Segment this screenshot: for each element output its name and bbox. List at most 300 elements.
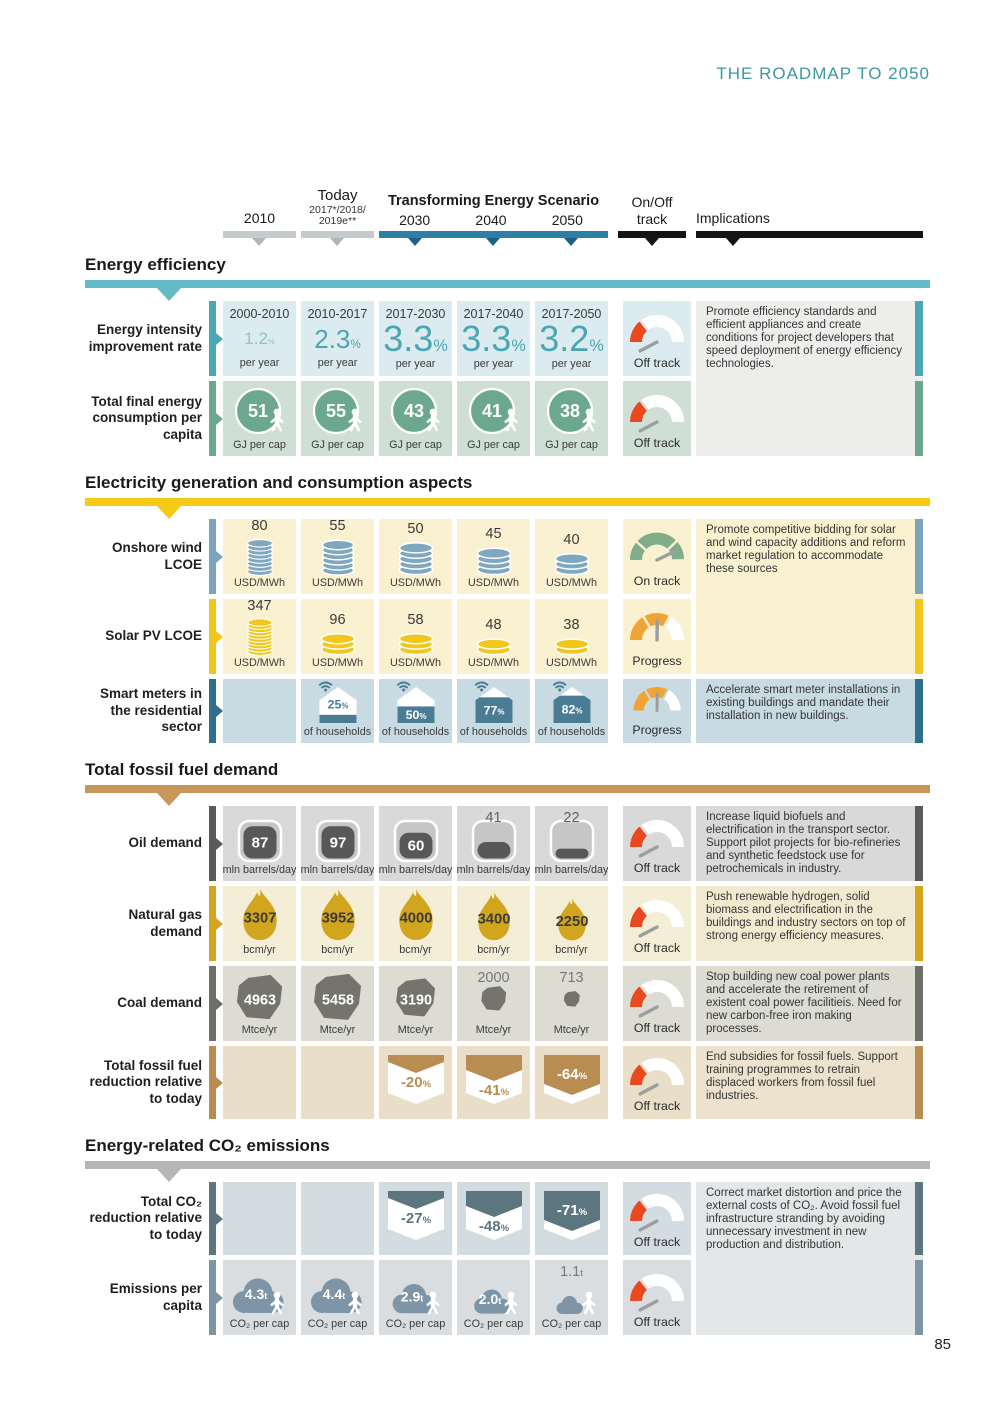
col-header-scenario — [379, 193, 608, 228]
cell-unit: USD/MWh — [468, 657, 519, 669]
year-2040: 2040 — [475, 212, 507, 228]
cell-fossil-reduction-0 — [223, 1046, 296, 1119]
cell-fossil-reduction-3 — [457, 1046, 530, 1119]
cell-natural-gas-demand-2 — [379, 886, 452, 961]
marker-triangle — [645, 238, 659, 246]
cell-period: 2010-2017 — [307, 307, 368, 321]
cell-co2-reduction-4 — [535, 1182, 608, 1255]
marker-triangle — [564, 238, 578, 246]
implication-note — [696, 806, 923, 881]
gauge-needle — [640, 1085, 657, 1094]
row-pointer — [207, 1182, 223, 1255]
svg-text:2.0t: 2.0t — [478, 1290, 501, 1307]
cell-natural-gas-demand-0 — [223, 886, 296, 961]
row-label: Oil demand — [128, 835, 202, 851]
cell-fossil-reduction-4 — [535, 1046, 608, 1119]
cell-unit: Mtce/yr — [241, 1024, 278, 1036]
rate-value: 3.3% — [383, 318, 448, 359]
svg-text:4000: 4000 — [399, 910, 432, 927]
section-3 — [85, 1136, 930, 1335]
cell-natural-gas-demand-1 — [301, 886, 374, 961]
cell-emissions-per-capita-4 — [535, 1260, 608, 1335]
year-2050: 2050 — [551, 212, 583, 228]
section-grid — [85, 301, 930, 456]
coin-value: 58 — [407, 611, 424, 628]
cell-unit: Mtce/yr — [475, 1024, 512, 1036]
timeline-bar-today — [301, 231, 374, 238]
col-header-implications: Implications — [696, 210, 770, 226]
section-title: Electricity generation and consumption aspects — [85, 473, 473, 492]
cell-coal-demand-0 — [223, 966, 296, 1041]
svg-text:2250: 2250 — [555, 913, 588, 930]
gauge-label: Progress — [632, 654, 682, 668]
coin-stack-icon — [550, 549, 594, 576]
row-pointer — [207, 381, 223, 456]
cell-onshore-wind-lcoe-0 — [223, 519, 296, 594]
oil-barrel-icon — [237, 819, 283, 863]
svg-text:-27%: -27% — [400, 1210, 431, 1227]
cell-energy-intensity-2 — [379, 301, 452, 376]
cell-oil-demand-4 — [535, 806, 608, 881]
svg-text:-64%: -64% — [556, 1066, 587, 1083]
implication-edge-bar — [915, 806, 923, 881]
gauge-progress — [623, 599, 691, 674]
cell-unit: per year — [239, 357, 280, 369]
gauge-label: Off track — [633, 356, 681, 370]
coin-stack-icon — [316, 629, 360, 656]
svg-text:60: 60 — [407, 837, 424, 855]
section-title: Total fossil fuel demand — [85, 760, 279, 779]
svg-text:77%: 77% — [483, 703, 504, 718]
oil-barrel-icon — [315, 819, 361, 863]
cell-emissions-per-capita-2 — [379, 1260, 452, 1335]
coin-stack-icon — [238, 616, 282, 657]
section-title: Energy efficiency — [85, 255, 226, 274]
cell-unit: USD/MWh — [390, 657, 441, 669]
cell-unit: CO₂ per cap — [307, 1318, 368, 1330]
person-circle-icon — [311, 386, 365, 438]
cell-unit: CO₂ per cap — [541, 1318, 602, 1330]
cell-emissions-per-capita-0 — [223, 1260, 296, 1335]
cell-unit: Mtce/yr — [553, 1024, 590, 1036]
section-underline — [85, 785, 930, 793]
cell-unit: GJ per cap — [233, 439, 286, 451]
cell-oil-demand-0 — [223, 806, 296, 881]
cell-solar-pv-lcoe-1 — [301, 599, 374, 674]
coal-value: 713 — [559, 970, 584, 986]
svg-text:-20%: -20% — [400, 1074, 431, 1091]
cell-period: 2000-2010 — [229, 307, 290, 321]
section-grid — [85, 1182, 930, 1335]
coin-stack-icon — [316, 536, 360, 577]
cell-unit: USD/MWh — [390, 577, 441, 589]
gauge-on-icon — [627, 524, 687, 572]
cell-unit: USD/MWh — [312, 657, 363, 669]
coin-value: 40 — [563, 531, 580, 548]
person-icon — [583, 1292, 593, 1313]
gauge-progress-icon — [627, 604, 687, 652]
smart-home-icon — [549, 679, 595, 725]
cell-smart-meters-4 — [535, 679, 608, 743]
today-note-2: 2019e** — [318, 215, 357, 228]
row-label-wrap — [85, 1182, 207, 1255]
reduction-arrow-icon — [543, 1054, 601, 1106]
gauge-needle — [640, 342, 657, 351]
cell-solar-pv-lcoe-4 — [535, 599, 608, 674]
rate-value: 2.3% — [314, 323, 361, 354]
implication-note — [696, 679, 923, 743]
wifi-icon — [397, 683, 409, 688]
gauge-off — [623, 1046, 691, 1119]
cell-co2-reduction-3 — [457, 1182, 530, 1255]
gauge-off-icon — [627, 386, 687, 434]
row-label: Coal demand — [117, 995, 202, 1011]
cell-unit: of households — [303, 726, 372, 738]
gauge-needle — [640, 927, 657, 936]
timeline-bar-scenario — [379, 231, 608, 238]
cell-energy-intensity-4 — [535, 301, 608, 376]
coin-stack-icon — [472, 634, 516, 656]
row-label: Solar PV LCOE — [105, 628, 202, 644]
cell-solar-pv-lcoe-3 — [457, 599, 530, 674]
marker-triangle — [726, 238, 740, 246]
barrel-value: 22 — [563, 810, 580, 826]
cell-natural-gas-demand-4 — [535, 886, 608, 961]
gauge-needle — [640, 1301, 657, 1310]
reduction-arrow-icon — [465, 1054, 523, 1106]
marker-triangle — [408, 238, 422, 246]
gas-flame-icon — [468, 886, 520, 943]
gauge-needle — [640, 847, 657, 856]
cell-smart-meters-1 — [301, 679, 374, 743]
rate-value: 3.3% — [461, 318, 526, 359]
reduction-arrow-icon — [387, 1054, 445, 1106]
cell-unit: USD/MWh — [234, 577, 285, 589]
gauge-off — [623, 966, 691, 1041]
cell-unit: CO₂ per cap — [385, 1318, 446, 1330]
cell-unit: of households — [381, 726, 450, 738]
row-label-wrap — [85, 806, 207, 881]
cell-period: 2017-2030 — [385, 307, 446, 321]
svg-text:38: 38 — [559, 401, 580, 421]
svg-text:5458: 5458 — [321, 992, 354, 1009]
cell-unit: per year — [551, 358, 592, 370]
cell-smart-meters-3 — [457, 679, 530, 743]
svg-text:-41%: -41% — [478, 1082, 509, 1099]
co2-cloud-icon — [305, 1269, 371, 1317]
svg-text:-71%: -71% — [556, 1202, 587, 1219]
implication-edge-bar — [915, 1260, 923, 1335]
cell-unit: bcm/yr — [477, 944, 510, 956]
cell-onshore-wind-lcoe-2 — [379, 519, 452, 594]
gauge-needle — [640, 1221, 657, 1230]
svg-text:82%: 82% — [561, 702, 582, 717]
implication-text: Stop building new coal power plants and accelerate the retirement of existent coal power facilitieis. Need for new carbon-free iron making processes. — [706, 971, 902, 1035]
implication-text: End subsidies for fossil fuels. Support training programmes to retrain displaced workers from fossil fuel industries. — [706, 1051, 898, 1102]
cell-solar-pv-lcoe-0 — [223, 599, 296, 674]
cell-coal-demand-4 — [535, 966, 608, 1041]
wifi-icon — [475, 683, 487, 688]
row-label-wrap — [85, 1046, 207, 1119]
section-0 — [85, 255, 930, 456]
gauge-off-icon — [627, 306, 687, 354]
cell-onshore-wind-lcoe-4 — [535, 519, 608, 594]
gauge-off — [623, 886, 691, 961]
marker-triangle — [486, 238, 500, 246]
cell-unit: GJ per cap — [389, 439, 442, 451]
reduction-arrow-icon — [543, 1190, 601, 1242]
gauge-label: Off track — [633, 436, 681, 450]
gauge-needle — [640, 422, 657, 431]
section-grid — [85, 806, 930, 1119]
cell-final-energy-per-capita-0 — [223, 381, 296, 456]
row-label-wrap — [85, 301, 207, 376]
coal-value: 2000 — [477, 970, 510, 986]
cell-natural-gas-demand-3 — [457, 886, 530, 961]
coin-value: 45 — [485, 525, 502, 542]
gauge-label: Progress — [632, 723, 682, 737]
cell-unit: bcm/yr — [555, 944, 588, 956]
row-pointer — [207, 519, 223, 594]
svg-text:51: 51 — [247, 401, 268, 421]
oil-barrel-icon — [393, 819, 439, 863]
sections-container — [85, 255, 930, 1335]
cell-onshore-wind-lcoe-3 — [457, 519, 530, 594]
cell-unit: per year — [317, 357, 358, 369]
coal-lump-icon — [232, 973, 288, 1023]
implication-note — [696, 301, 923, 456]
cell-unit: per year — [473, 358, 514, 370]
column-header — [85, 168, 930, 238]
row-label: Energy intensity improvement rate — [88, 322, 202, 354]
marker-triangle — [157, 506, 181, 519]
coin-value: 96 — [329, 611, 346, 628]
gauge-progress-icon — [627, 679, 687, 721]
coin-value: 347 — [247, 599, 272, 614]
svg-text:3952: 3952 — [321, 910, 354, 927]
cell-unit: USD/MWh — [234, 657, 285, 669]
cloud-value: 1.1t — [560, 1264, 583, 1280]
row-label: Total final energy consumption per capita — [91, 393, 202, 442]
gauge-off-icon — [627, 1049, 687, 1097]
gas-flame-icon — [234, 886, 286, 943]
coal-lump-icon — [310, 973, 366, 1023]
cell-unit: GJ per cap — [467, 439, 520, 451]
cell-unit: bcm/yr — [243, 944, 276, 956]
col-header-2010: 2010 — [243, 210, 276, 226]
cell-oil-demand-1 — [301, 806, 374, 881]
coin-value: 50 — [407, 520, 424, 537]
reduction-arrow-icon — [387, 1190, 445, 1242]
gauge-off — [623, 1260, 691, 1335]
coin-stack-icon — [550, 634, 594, 656]
cell-unit: CO₂ per cap — [229, 1318, 290, 1330]
smart-home-icon — [315, 679, 361, 725]
smart-home-icon — [393, 679, 439, 725]
cell-onshore-wind-lcoe-1 — [301, 519, 374, 594]
cell-period: 2017-2050 — [541, 307, 602, 321]
marker-triangle — [252, 238, 266, 246]
rate-value: 3.2% — [539, 318, 604, 359]
cell-fossil-reduction-2 — [379, 1046, 452, 1119]
row-label: Smart meters in the residential sector — [99, 686, 202, 735]
svg-text:25%: 25% — [327, 697, 348, 712]
coin-stack-icon — [394, 629, 438, 656]
svg-text:55: 55 — [325, 401, 346, 421]
gas-flame-icon — [546, 886, 598, 943]
gauge-label: Off track — [633, 1315, 681, 1329]
cell-oil-demand-2 — [379, 806, 452, 881]
content — [85, 0, 930, 1335]
implication-text: Promote competitive bidding for solar and wind capacity additions and reform market regulation to accommodate these sources — [706, 524, 906, 575]
implication-edge-bar — [915, 1182, 923, 1255]
implication-edge-bar — [915, 599, 923, 674]
implication-text: Promote efficiency standards and efficient appliances and create conditions for project developers that speed deployment of energy efficiency technologies. — [706, 306, 903, 370]
implication-note — [696, 966, 923, 1041]
svg-text:3190: 3190 — [399, 992, 432, 1009]
implication-edge-bar — [915, 966, 923, 1041]
row-pointer — [207, 301, 223, 376]
coin-value: 48 — [485, 616, 502, 633]
gauge-label: Off track — [633, 941, 681, 955]
scenario-label: Transforming Energy Scenario — [387, 193, 600, 209]
implication-text: Accelerate smart meter installations in existing buildings and mandate their installation in new buildings. — [706, 684, 901, 722]
cell-unit: USD/MWh — [546, 577, 597, 589]
svg-text:3307: 3307 — [243, 910, 276, 927]
section-1 — [85, 473, 930, 743]
cell-emissions-per-capita-1 — [301, 1260, 374, 1335]
col-header-onoff-track — [618, 194, 686, 228]
reduction-arrow-icon — [465, 1190, 523, 1242]
marker-triangle — [330, 238, 344, 246]
cell-co2-reduction-0 — [223, 1182, 296, 1255]
gauge-label: Off track — [633, 1021, 681, 1035]
cell-unit: of households — [459, 726, 528, 738]
wifi-icon — [553, 683, 565, 688]
gauge-progress — [623, 679, 691, 743]
section-title: Energy-related CO₂ emissions — [85, 1136, 330, 1155]
svg-text:4.3t: 4.3t — [244, 1286, 267, 1302]
marker-triangle — [157, 1169, 181, 1182]
cell-solar-pv-lcoe-2 — [379, 599, 452, 674]
col-header-today — [301, 188, 374, 228]
section-2 — [85, 760, 930, 1119]
cell-unit: USD/MWh — [546, 657, 597, 669]
cell-unit: of households — [537, 726, 606, 738]
cell-smart-meters-0 — [223, 679, 296, 743]
implication-note — [696, 519, 923, 674]
row-pointer — [207, 966, 223, 1041]
coin-stack-icon — [238, 536, 282, 577]
person-circle-icon — [389, 386, 443, 438]
implication-note — [696, 886, 923, 961]
wifi-icon — [319, 683, 331, 688]
svg-text:-48%: -48% — [478, 1218, 509, 1235]
gas-flame-icon — [312, 886, 364, 943]
svg-text:50%: 50% — [405, 707, 426, 722]
gauge-label: Off track — [633, 1099, 681, 1113]
smart-home-icon — [471, 679, 517, 725]
section-underline — [85, 498, 930, 506]
marker-triangle — [157, 288, 181, 301]
coin-stack-icon — [472, 543, 516, 576]
gauge-off-icon — [627, 811, 687, 859]
cell-unit: mln barrels/day — [223, 864, 296, 876]
svg-text:3400: 3400 — [477, 911, 510, 928]
cell-coal-demand-2 — [379, 966, 452, 1041]
today-note-1: 2017*/2018/ — [309, 203, 366, 216]
cell-energy-intensity-0 — [223, 301, 296, 376]
implication-text: Increase liquid biofuels and electrification in the transport sector. Support pilot projects for bio-refineries and synthetic feedstock use for petrochemicals in industry. — [706, 811, 901, 875]
cell-energy-intensity-1 — [301, 301, 374, 376]
gauge-off — [623, 806, 691, 881]
today-label: Today — [317, 187, 358, 205]
cell-unit: GJ per cap — [311, 439, 364, 451]
implication-edge-bar — [915, 519, 923, 594]
gauge-off-icon — [627, 891, 687, 939]
cell-unit: CO₂ per cap — [463, 1318, 524, 1330]
co2-cloud-icon — [227, 1269, 293, 1317]
cell-period: 2017-2040 — [463, 307, 524, 321]
coin-stack-icon — [394, 538, 438, 576]
svg-text:4.4t: 4.4t — [322, 1286, 345, 1302]
cell-final-energy-per-capita-2 — [379, 381, 452, 456]
co2-cloud-icon — [383, 1269, 449, 1317]
row-pointer — [207, 1260, 223, 1335]
row-label: Onshore wind LCOE — [111, 540, 202, 572]
gauge-off-icon — [627, 1265, 687, 1313]
row-label-wrap — [85, 519, 207, 594]
row-pointer — [207, 886, 223, 961]
row-label: Total CO₂ reduction relative to today — [89, 1193, 202, 1242]
cell-unit: mln barrels/day — [535, 864, 608, 876]
implication-note — [696, 1182, 923, 1335]
row-label-wrap — [85, 1260, 207, 1335]
row-label-wrap — [85, 886, 207, 961]
cell-coal-demand-3 — [457, 966, 530, 1041]
row-label-wrap — [85, 679, 207, 743]
cell-final-energy-per-capita-3 — [457, 381, 530, 456]
cell-unit: Mtce/yr — [397, 1024, 434, 1036]
svg-text:43: 43 — [403, 401, 424, 421]
cell-co2-reduction-2 — [379, 1182, 452, 1255]
cell-smart-meters-2 — [379, 679, 452, 743]
svg-text:97: 97 — [329, 834, 346, 852]
cell-oil-demand-3 — [457, 806, 530, 881]
svg-text:2.9t: 2.9t — [400, 1288, 423, 1305]
row-label-wrap — [85, 966, 207, 1041]
implication-edge-bar — [915, 301, 923, 376]
timeline-bar-implications — [696, 231, 923, 238]
coin-value: 55 — [329, 519, 346, 534]
cell-energy-intensity-3 — [457, 301, 530, 376]
cell-final-energy-per-capita-1 — [301, 381, 374, 456]
gauge-off-icon — [627, 1185, 687, 1233]
rate-value: 1.2% — [244, 329, 275, 348]
cell-unit: bcm/yr — [399, 944, 432, 956]
onoff-line1: On/Off — [631, 194, 673, 211]
co2-cloud-icon — [461, 1269, 527, 1317]
svg-text:87: 87 — [251, 834, 268, 852]
person-circle-icon — [467, 386, 521, 438]
cell-coal-demand-1 — [301, 966, 374, 1041]
implication-edge-bar — [915, 679, 923, 743]
svg-text:41: 41 — [481, 401, 502, 421]
gauge-off — [623, 381, 691, 456]
gauge-off — [623, 301, 691, 376]
page-number: 85 — [934, 1336, 951, 1353]
person-circle-icon — [545, 386, 599, 438]
